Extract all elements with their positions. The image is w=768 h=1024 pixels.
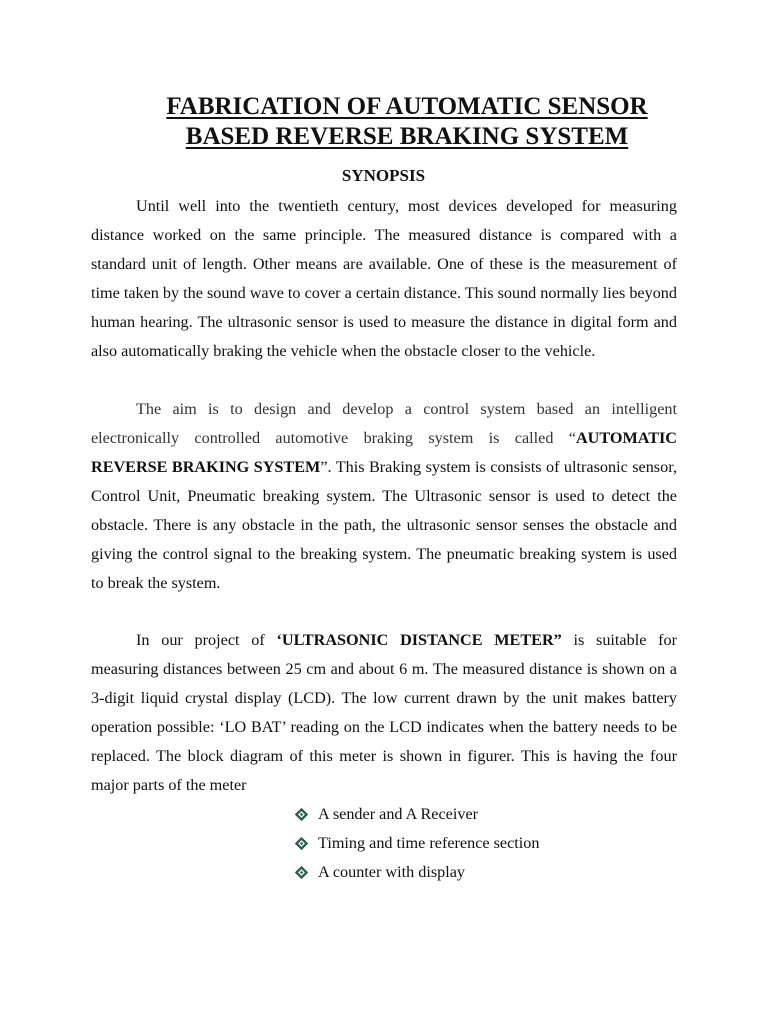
list-item [293,829,539,858]
diamond-bullet-icon [295,866,308,879]
paragraph-3-intro: In our project of [136,631,277,649]
paragraph-2 [91,395,677,598]
paragraph-3-rest: is suitable for measuring distances between 25 cm and about 6 m. The measured distance is shown on a 3-digit liquid crystal display (LCD). The low current drawn by the unit makes battery operation possible: ‘LO BAT’ reading on the LCD indicates when the battery needs to be replaced. The block diagram of this meter is shown in figurer. This is having the four major parts of the meter [91,631,677,794]
paragraph-3-bold: ‘ULTRASONIC DISTANCE METER” [276,631,562,649]
document-title [90,92,724,152]
list-item-text: A sender and A Receiver [318,805,479,823]
bullet-list [293,800,539,887]
list-item [293,800,539,829]
paragraph-3 [91,626,677,800]
diamond-bullet-icon [295,808,308,821]
list-item-text: A counter with display [318,863,466,881]
paragraph-1: Until well into the twentieth century, most devices developed for measuring distance worked on the same principle. The measured distance is compared with a standard unit of length. Other means are available. One of these is the measurement of time taken by the sound wave to cover a certain distance. This sound normally lies beyond human hearing. The ultrasonic sensor is used to measure the distance in digital form and also automatically braking the vehicle when the obstacle closer to the vehicle. [91,197,677,360]
section-heading: SYNOPSIS [341,166,426,185]
list-item-text: Timing and time reference section [318,834,540,852]
title-line-1: FABRICATION OF AUTOMATIC SENSOR [166,93,648,120]
paragraph-2-bold: AUTOMATIC REVERSE BRAKING SYSTEM [91,429,677,476]
list-item [293,858,539,887]
paragraph-2-intro: The aim is to design and develop a control system based an intelligent electronically controlled automotive braking system is called “ [91,400,677,447]
title-line-2: BASED REVERSE BRAKING SYSTEM [185,123,629,150]
diamond-bullet-icon [295,837,308,850]
paragraph-2-rest: ”. This Braking system is consists of ultrasonic sensor, Control Unit, Pneumatic breaking system. The Ultrasonic sensor is used to detect the obstacle. There is any obstacle in the path, the ultrasonic sensor senses the obstacle and giving the control signal to the breaking system. The pneumatic breaking system is used to break the system. [91,458,677,592]
